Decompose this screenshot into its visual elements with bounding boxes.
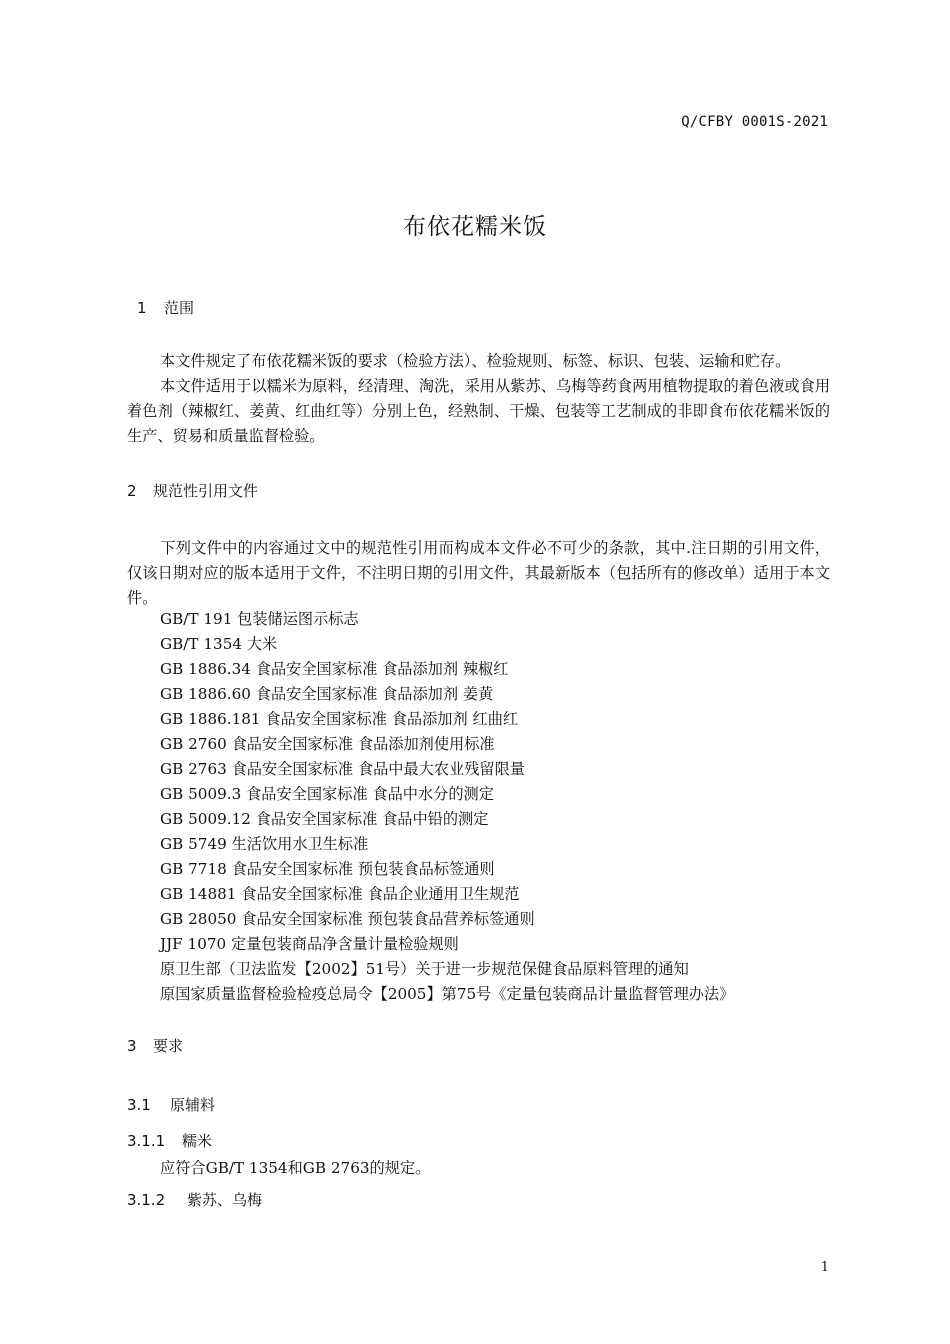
list-item: GB 5009.3 食品安全国家标准 食品中水分的测定 xyxy=(160,785,494,803)
list-item: JJF 1070 定量包装商品净含量计量检验规则 xyxy=(160,935,459,953)
normative-references-paragraph: 下列文件中的内容通过文中的规范性引用而构成本文件必不可少的条款，其中.注日期的引用文件，仅该日期对应的版本适用于文件，不注明日期的引用文件，其最新版本（包括所有的修改单）适用于本文件。 xyxy=(127,539,830,607)
list-item: GB 5009.12 食品安全国家标准 食品中铅的测定 xyxy=(160,810,489,828)
list-item: GB 28050 食品安全国家标准 预包装食品营养标签通则 xyxy=(160,910,535,928)
section-title: 原辅料 xyxy=(170,1096,216,1114)
list-item: GB/T 1354 大米 xyxy=(160,635,278,653)
section-3-1-2-heading xyxy=(127,1189,262,1210)
list-item: GB 5749 生活饮用水卫生标准 xyxy=(160,835,369,853)
section-number: 3.1.1 xyxy=(127,1132,166,1150)
list-item: GB/T 191 包装储运图示标志 xyxy=(160,610,359,628)
document-title: 布依花糯米饭 xyxy=(403,214,547,240)
list-item: GB 1886.60 食品安全国家标准 食品添加剂 姜黄 xyxy=(160,685,494,703)
page-number: 1 xyxy=(820,1260,829,1275)
section-3-1-1-heading xyxy=(127,1130,212,1151)
section-title: 糯米 xyxy=(182,1132,213,1150)
section-1-heading xyxy=(137,297,194,318)
list-item: GB 7718 食品安全国家标准 预包装食品标签通则 xyxy=(160,860,495,878)
scope-paragraph-1: 本文件规定了布依花糯米饭的要求（检验方法）、检验规则、标签、标识、包装、运输和贮存。 xyxy=(160,352,791,370)
section-number: 2 xyxy=(127,482,137,500)
section-title: 要求 xyxy=(153,1037,184,1055)
section-2-heading xyxy=(127,480,258,501)
section-number: 3.1 xyxy=(127,1096,151,1114)
glutinous-rice-paragraph: 应符合GB/T 1354和GB 2763的规定。 xyxy=(160,1159,431,1177)
section-number: 3.1.2 xyxy=(127,1191,166,1209)
section-number: 1 xyxy=(137,299,147,317)
list-item: GB 14881 食品安全国家标准 食品企业通用卫生规范 xyxy=(160,885,520,903)
reference-list xyxy=(160,607,734,1007)
list-item: GB 1886.34 食品安全国家标准 食品添加剂 辣椒红 xyxy=(160,660,509,678)
section-title: 范围 xyxy=(164,299,195,317)
list-item: 原国家质量监督检验检疫总局令【2005】第75号《定量包装商品计量监督管理办法》 xyxy=(160,985,735,1003)
section-3-heading xyxy=(127,1035,183,1056)
section-3-1-heading xyxy=(127,1094,215,1115)
list-item: GB 1886.181 食品安全国家标准 食品添加剂 红曲红 xyxy=(160,710,519,728)
section-title: 紫苏、乌梅 xyxy=(187,1191,263,1209)
list-item: GB 2763 食品安全国家标准 食品中最大农业残留限量 xyxy=(160,760,525,778)
scope-paragraph-2: 本文件适用于以糯米为原料，经清理、淘洗，采用从紫苏、乌梅等药食两用植物提取的着色液或食用着色剂（辣椒红、姜黄、红曲红等）分别上色，经熟制、干燥、包装等工艺制成的非即食布依花糯米饭的生产、贸易和质量监督检验。 xyxy=(127,377,830,445)
list-item: GB 2760 食品安全国家标准 食品添加剂使用标准 xyxy=(160,735,495,753)
section-number: 3 xyxy=(127,1037,137,1055)
document-code: Q/CFBY 0001S-2021 xyxy=(681,114,828,130)
section-title: 规范性引用文件 xyxy=(153,482,259,500)
list-item: 原卫生部（卫法监发【2002】51号）关于进一步规范保健食品原料管理的通知 xyxy=(160,960,689,978)
